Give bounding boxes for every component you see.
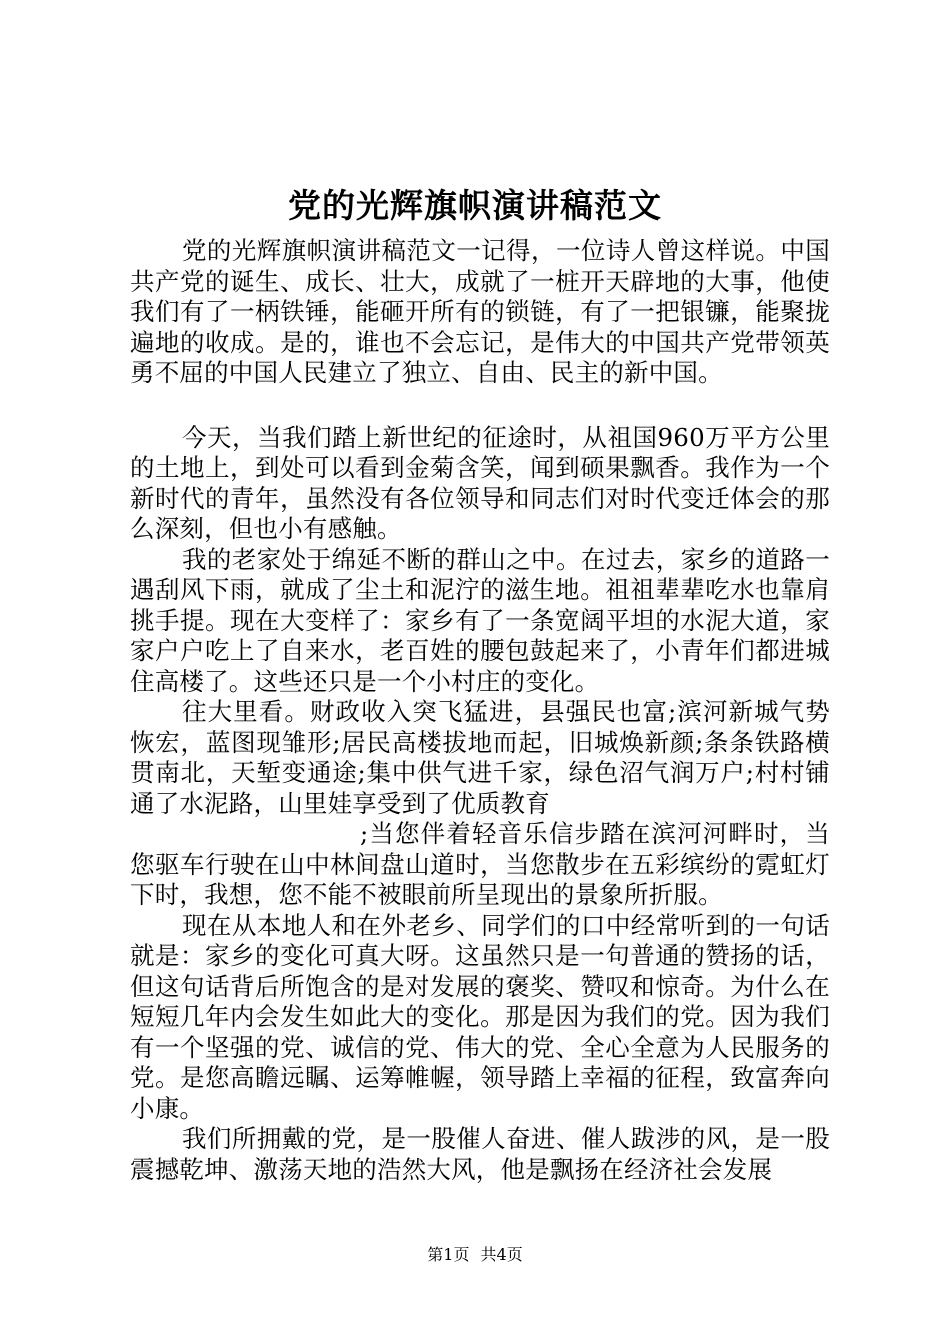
paragraph-3: 我的老家处于绵延不断的群山之中。在过去，家乡的道路一遇刮风下雨，就成了尘土和泥泞的滋生地。祖祖辈辈吃水也靠肩挑手提。现在大变样了：家乡有了一条宽阔平坦的水泥大道，家家户户吃上了自来水，老百姓的腰包鼓起来了，小青年们都进城住高楼了。这些还只是一个小村庄的变化。 bbox=[130, 544, 830, 696]
paragraph-5: ;当您伴着轻音乐信步踏在滨河河畔时，当您驱车行驶在山中林间盘山道时，当您散步在五彩缤纷的霓虹灯下时，我想，您不能不被眼前所呈现出的景象所折服。 bbox=[130, 819, 830, 909]
paragraph-7: 我们所拥戴的党，是一股催人奋进、催人跋涉的风，是一股震撼乾坤、激荡天地的浩然大风，他是飘扬在经济社会发展 bbox=[130, 1124, 830, 1184]
document-body bbox=[130, 236, 830, 1185]
document-title: 党的光辉旗帜演讲稿范文 bbox=[288, 186, 662, 225]
paragraph-2: 今天，当我们踏上新世纪的征途时，从祖国960万平方公里的土地上，到处可以看到金菊含笑，闻到硕果飘香。我作为一个新时代的青年，虽然没有各位领导和同志们对时代变迁体会的那么深刻，但也小有感触。 bbox=[130, 422, 830, 543]
paragraph-1: 党的光辉旗帜演讲稿范文一记得，一位诗人曾这样说。中国共产党的诞生、成长、壮大，成就了一桩开天辟地的大事，他使我们有了一柄铁锤，能砸开所有的锁链，有了一把银镰，能聚拢遍地的收成。是的，谁也不会忘记，是伟大的中国共产党带领英勇不屈的中国人民建立了独立、自由、民主的新中国。 bbox=[130, 236, 830, 387]
page-footer bbox=[0, 1245, 950, 1265]
paragraph-4: 往大里看。财政收入突飞猛进，县强民也富;滨河新城气势恢宏，蓝图现雏形;居民高楼拔地而起，旧城焕新颜;条条铁路横贯南北，天堑变通途;集中供气进千家，绿色沼气润万户;村村铺通了水泥路，山里娃享受到了优质教育 bbox=[130, 697, 830, 818]
paragraph-5-wrapper bbox=[130, 819, 830, 911]
page-number: 第1页 bbox=[427, 1245, 470, 1264]
paragraph-6: 现在从本地人和在外老乡、同学们的口中经常听到的一句话就是：家乡的变化可真大呀。这虽然只是一句普通的赞扬的话，但这句话背后所饱含的是对发展的褒奖、赞叹和惊奇。为什么在短短几年内会发生如此大的变化。那是因为我们的党。因为我们有一个坚强的党、诚信的党、伟大的党、全心全意为人民服务的党。是您高瞻远瞩、运筹帷幄，领导踏上幸福的征程，致富奔向小康。 bbox=[130, 910, 830, 1123]
page-total: 共4页 bbox=[480, 1245, 523, 1264]
